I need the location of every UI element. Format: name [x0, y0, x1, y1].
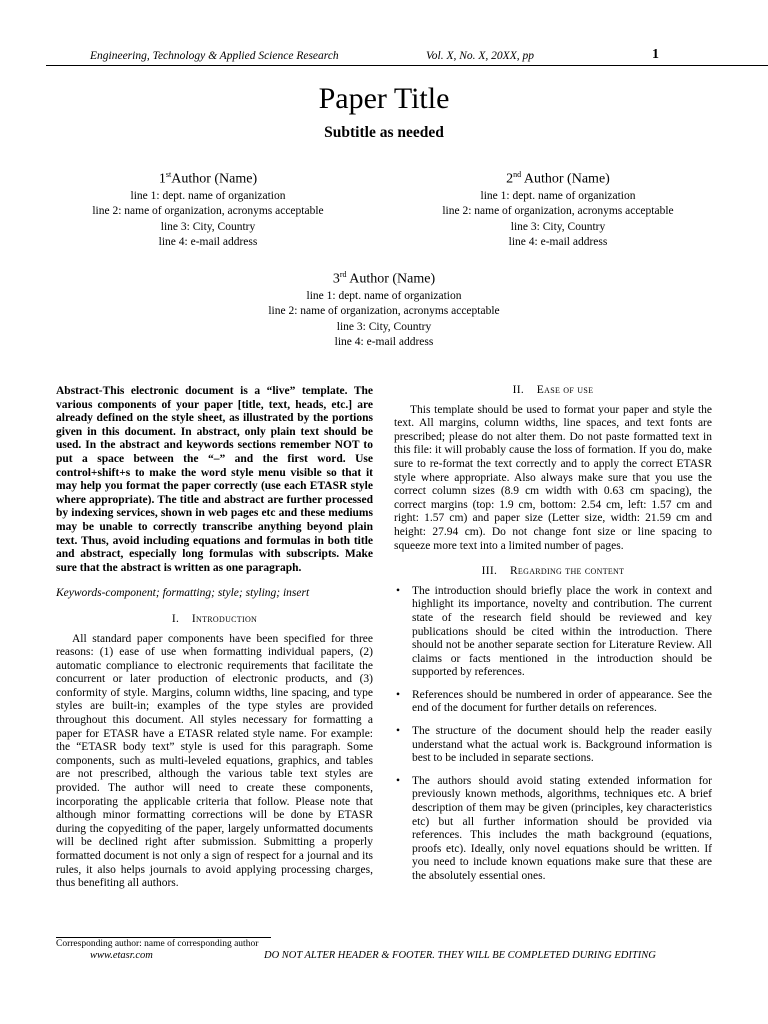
- list-item: • The structure of the document should help the reader easily understand what the actual work is. Background information is best to be included in separate sections.: [396, 725, 712, 765]
- footer-notice: DO NOT ALTER HEADER & FOOTER. THEY WILL BE COMPLETED DURING EDITING: [264, 950, 656, 961]
- author-block-3: [234, 266, 534, 351]
- paper-subtitle: Subtitle as needed: [324, 124, 444, 141]
- list-item: • References should be numbered in order of appearance. See the end of the document for further details on references.: [396, 688, 712, 715]
- header-rule: [46, 65, 768, 66]
- ease-of-use-paragraph: This template should be used to format your paper and style the text. All margins, column widths, line spaces, and text fonts are prescribed; please do not alter them. Do not paste formatted text in this file: it will probably cause the loss of formation. If you do, make sure to re-format the text correctly and to apply the correct ETASR style where appropriate. Also always make sure that you use the correct column sizes (8.9 cm width with 0.63 cm spacing), the correct margins (top: 1.9 cm, bottom: 2.54 cm, left: 1.57 cm and right: 1.57 cm) and paper size (Letter size, width: 21.59 cm and height: 27.94 cm). Do not change font size or line spacing to squeeze more text into a limited number of pages.: [394, 403, 712, 552]
- section-heading-content: III. Regarding the content: [481, 565, 625, 578]
- bullet-icon: •: [396, 688, 401, 701]
- author-affiliation-line: line 3: City, Country: [336, 320, 432, 333]
- author-affiliation-line: line 3: City, Country: [160, 220, 256, 233]
- footer-url[interactable]: www.etasr.com: [90, 950, 153, 961]
- paper-title: Paper Title: [318, 82, 450, 115]
- content-bullet-list: [394, 585, 712, 884]
- author-affiliation-line: line 2: name of organization, acronyms acceptable: [268, 305, 500, 318]
- author-affiliation-line: line 2: name of organization, acronyms acceptable: [92, 205, 324, 218]
- section-heading-ease-of-use: II. Ease of use: [512, 384, 594, 396]
- list-item: • The introduction should briefly place the work in context and highlight its importance, novelty and contribution. The current state of the research field should be reviewed and key publications should be cited within the introduction. There should not be another separate section for Literature Review. All claims or facts mentioned in the introduction should be supported by references.: [396, 584, 712, 679]
- author-affiliation-line: line 1: dept. name of organization: [306, 289, 462, 302]
- bullet-icon: •: [396, 584, 401, 597]
- author-email-line: line 4: e-mail address: [158, 236, 258, 249]
- bullet-icon: •: [396, 774, 401, 787]
- author-affiliation-line: line 3: City, Country: [510, 220, 606, 233]
- section-heading-introduction: I. Introduction: [171, 612, 258, 625]
- left-column: [56, 385, 373, 891]
- author-affiliation-line: line 1: dept. name of organization: [480, 189, 636, 202]
- author-block-1: [60, 166, 356, 251]
- author-name-1: 1stAuthor (Name): [158, 170, 258, 187]
- author-name-2: 2nd Author (Name): [506, 170, 610, 187]
- keywords: Keywords-component; formatting; style; styling; insert: [56, 587, 310, 600]
- author-email-line: line 4: e-mail address: [334, 336, 434, 349]
- list-item: • The authors should avoid stating extended information for previously known methods, algorithms, techniques etc. A brief description of them may be given (principles, key characteristics etc) but all further information should be provided via references. This includes the math background (equations, proofs etc). Ideally, only novel equations should be written. If you need to include known equations make sure that these are the absolutely essential ones.: [396, 774, 712, 882]
- right-column: [394, 372, 712, 893]
- volume-info: Vol. X, No. X, 20XX, pp: [426, 50, 534, 62]
- page-number: 1: [652, 47, 659, 62]
- author-block-2: [410, 166, 706, 251]
- introduction-paragraph: All standard paper components have been specified for three reasons: (1) ease of use when formatting individual papers, (2) automatic compliance to electronic requirements that facilitate the concurrent or later production of electronic products, and (3) conformity of style. Margins, column widths, line spacing, and type styles are built-in; examples of the type styles are provided throughout this document. All styles necessary for formatting a paper for ETASR have a ETASR related style name. For example: the “ETASR body text” style is used for this paragraph. Some components, such as multi-leveled equations, graphics, and tables are not prescribed, although the various table text styles are provided. The author will need to create these components, incorporating the applicable criteria that follow. Please note that although minor formatting corrections will be done by ETASR during the copyediting of the paper, largely unformatted documents will be declined right after submission. Submitting a properly formatted document is not only a sign of respect for a journal and its rules, it also helps journals to avoid applying processing charges, thus benefiting all authors.: [56, 632, 373, 890]
- author-email-line: line 4: e-mail address: [508, 236, 608, 249]
- abstract: Abstract-This electronic document is a “live” template. The various components of your paper [title, text, heads, etc.] are already defined on the style sheet, as illustrated by the portions given in this document. In abstract, only plain text should be used. In the abstract and keywords sections remember NOT to put a space between the “–” and the first word. Use control+shift+s to make the word style menu visible so that it may help you format the paper correctly (use each ETASR style where appropriate). The title and abstract are further processed by indexing services, shown in web pages etc and these mediums may be unable to correctly transcribe anything beyond plain text. Thus, avoid including equations and formulas in both title and abstract, especially long formulas with subscripts. Make sure that the abstract is written as one paragraph.: [56, 385, 373, 574]
- author-affiliation-line: line 1: dept. name of organization: [130, 189, 286, 202]
- corresponding-author-footnote: Corresponding author: name of corresponding author: [56, 939, 259, 949]
- bullet-icon: •: [396, 725, 401, 738]
- journal-name: Engineering, Technology & Applied Science Research: [90, 50, 339, 62]
- footnote-rule: [56, 937, 271, 938]
- author-affiliation-line: line 2: name of organization, acronyms acceptable: [442, 205, 674, 218]
- author-name-3: 3rd Author (Name): [332, 270, 436, 287]
